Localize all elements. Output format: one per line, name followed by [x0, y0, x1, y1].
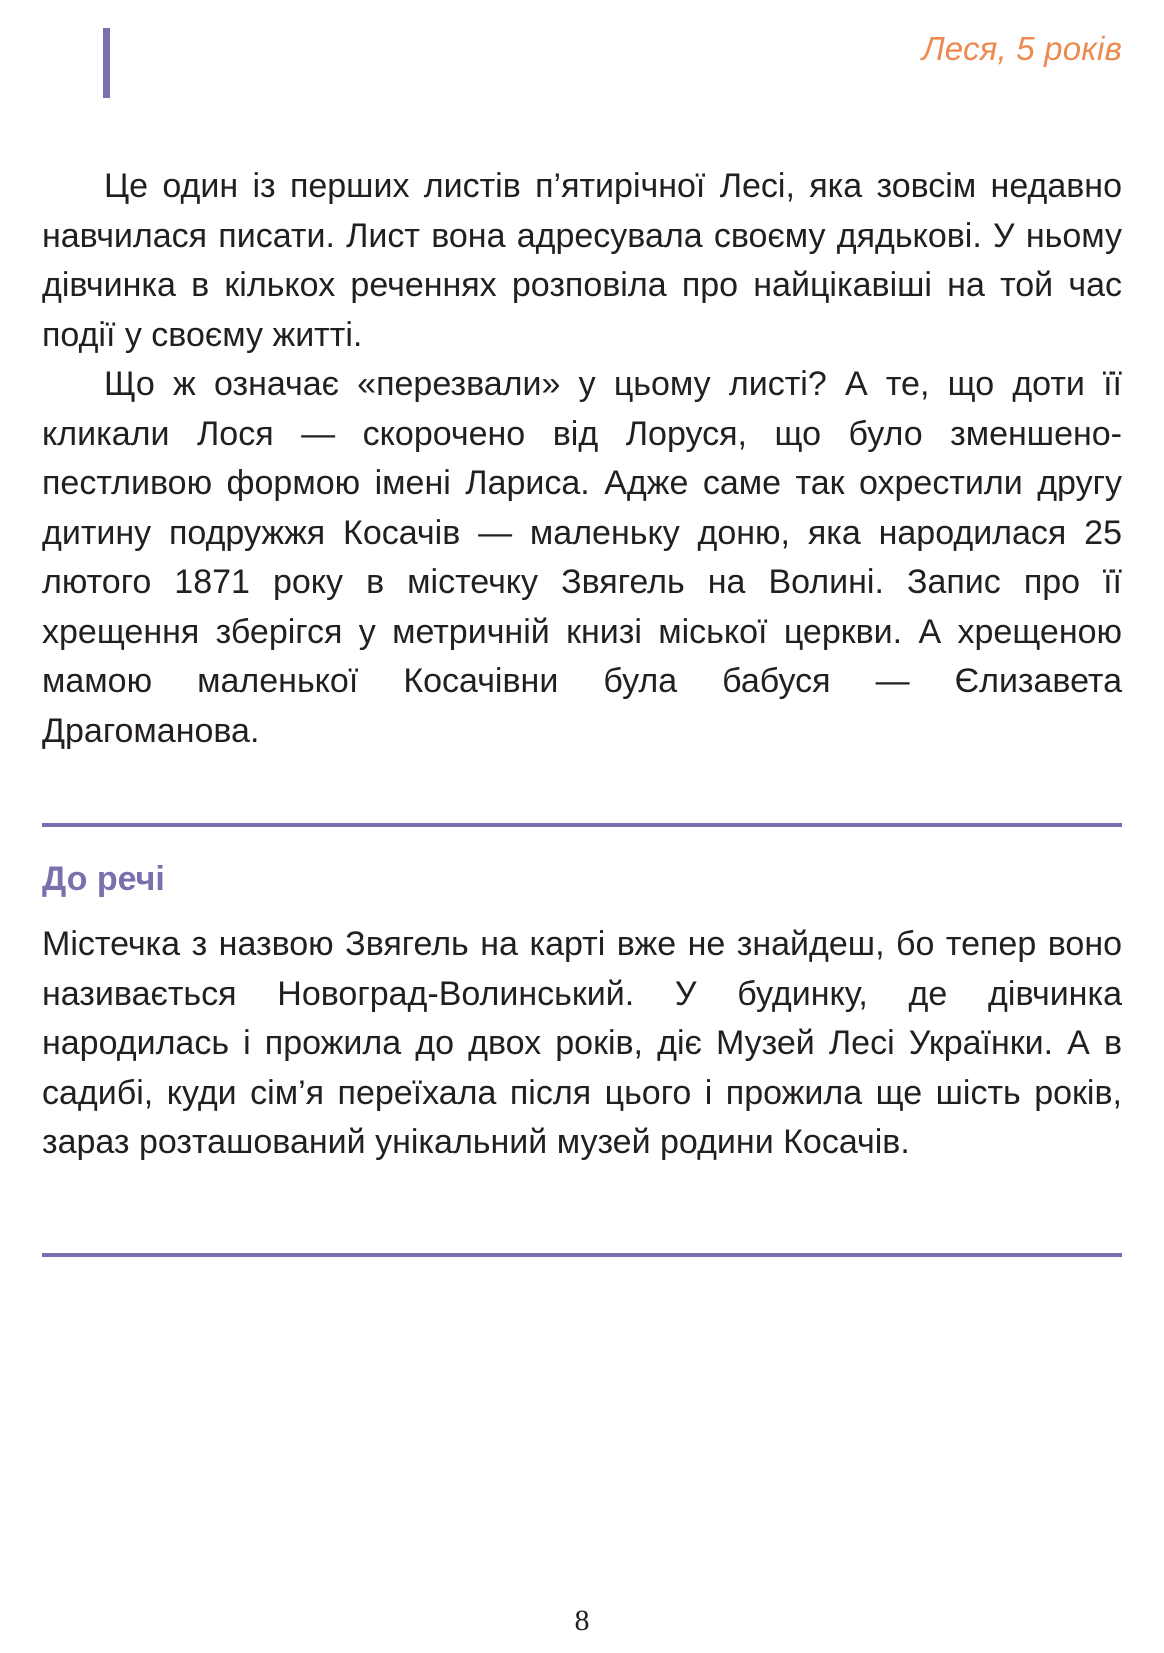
- running-head: Леся, 5 років: [921, 30, 1122, 67]
- decorative-margin-bar: [103, 28, 110, 98]
- main-paragraph-1: Це один із перших листів п’ятирічної Лесі, яка зовсім недавно навчилася писати. Лист вона адресувала своєму дядькові. У ньому дівчинка в кількох реченнях розповіла про найцікавіші на той час події у своєму житті.: [42, 167, 1122, 354]
- sidebar-paragraph: Містечка з назвою Звягель на карті вже не знайдеш, бо тепер воно називається Новоград-Волинський. У будинку, де дівчинка народилась і прожила до двох років, діє Музей Лесі Українки. А в садибі, куди сім’я переїхала після цього і прожила ще шість років, зараз розташований унікальний музей родини Косачів.: [42, 925, 1122, 1161]
- sidebar-box: [42, 920, 1122, 1168]
- main-paragraph-2: Що ж означає «перезвали» у цьому листі? А те, що доти її кликали Лося — скорочено від Лоруся, що було зменшено-пестливою формою імені Лариса. Адже саме так охрестили другу дитину подружжя Косачів — маленьку доню, яка народилася 25 лютого 1871 року в містечку Звягель на Волині. Запис про її хрещення зберігся у метричній книзі міської церкви. А хрещеною мамою маленької Косачівни була бабуся — Єлизавета Драгоманова.: [42, 365, 1122, 750]
- page-number: 8: [574, 1604, 590, 1637]
- sidebar-top-divider: [42, 823, 1122, 827]
- main-text: [42, 162, 1122, 756]
- sidebar-title: До речі: [42, 860, 165, 898]
- sidebar-bottom-divider: [42, 1253, 1122, 1257]
